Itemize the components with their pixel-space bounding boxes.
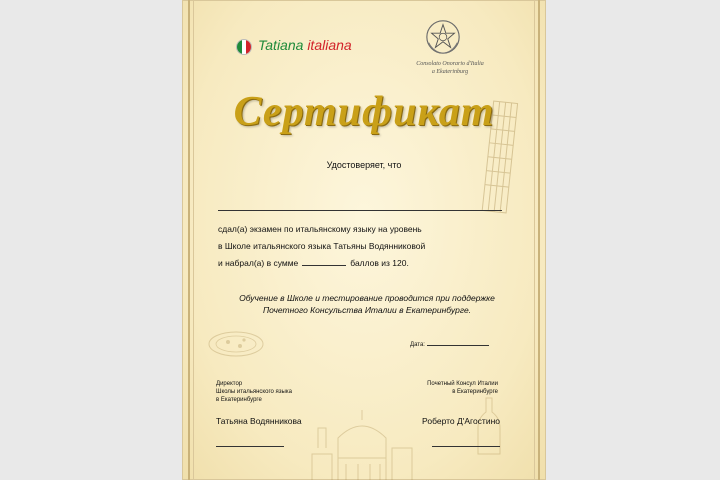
date-blank (427, 345, 489, 346)
italian-emblem-icon (424, 18, 462, 56)
consul-line-2: в Екатеринбурге (452, 389, 498, 395)
bottle-illustration (474, 396, 504, 456)
brand-logo (258, 37, 352, 53)
certificate-title: Сертификат (233, 89, 495, 135)
director-line-3: в Екатеринбурге (216, 397, 262, 403)
date-field (410, 342, 489, 348)
note-line-2: Почетного Консульства Италии в Екатеринбурге. (262, 305, 472, 315)
score-line (218, 255, 425, 272)
consul-line-1: Почетный Консул Италии (427, 381, 498, 387)
director-line-2: Школы итальянского языка (216, 389, 292, 395)
director-signature-line (216, 446, 284, 447)
director-line-1: Директор (216, 381, 243, 387)
date-label: Дата: (410, 342, 425, 348)
brand-word-1: Tatiana (258, 37, 304, 53)
consulate-caption (400, 60, 500, 76)
consul-name: Роберто Д'Агостино (422, 416, 500, 426)
cathedral-illustration (302, 408, 422, 480)
consulate-line-1: Consolato Onorario d'Italia (416, 61, 484, 67)
italy-flag-icon (237, 40, 251, 54)
score-text-after: баллов из 120. (350, 258, 409, 268)
consulate-line-2: a Ekaterinburg (431, 69, 469, 75)
certificate-body (218, 221, 425, 272)
note-line-1: Обучение в Школе и тестирование проводится при поддержке (239, 293, 495, 303)
recipient-name-line (218, 210, 502, 211)
certificate-page (182, 0, 546, 480)
brand-word-2: italiana (307, 37, 352, 53)
pizza-illustration (206, 322, 266, 362)
school-line: в Школе итальянского языка Татьяны Водянниковой (218, 241, 426, 251)
exam-line: сдал(а) экзамен по итальянскому языку на уровень (218, 224, 422, 234)
score-blank (302, 265, 346, 266)
consul-title (388, 380, 498, 396)
director-title (216, 380, 292, 404)
director-name: Татьяна Водянникова (216, 416, 302, 426)
certifies-text: Удостоверяет, что (326, 160, 402, 170)
support-note (212, 292, 522, 316)
consul-signature-line (432, 446, 500, 447)
score-text-before: и набрал(а) в сумме (218, 258, 299, 268)
